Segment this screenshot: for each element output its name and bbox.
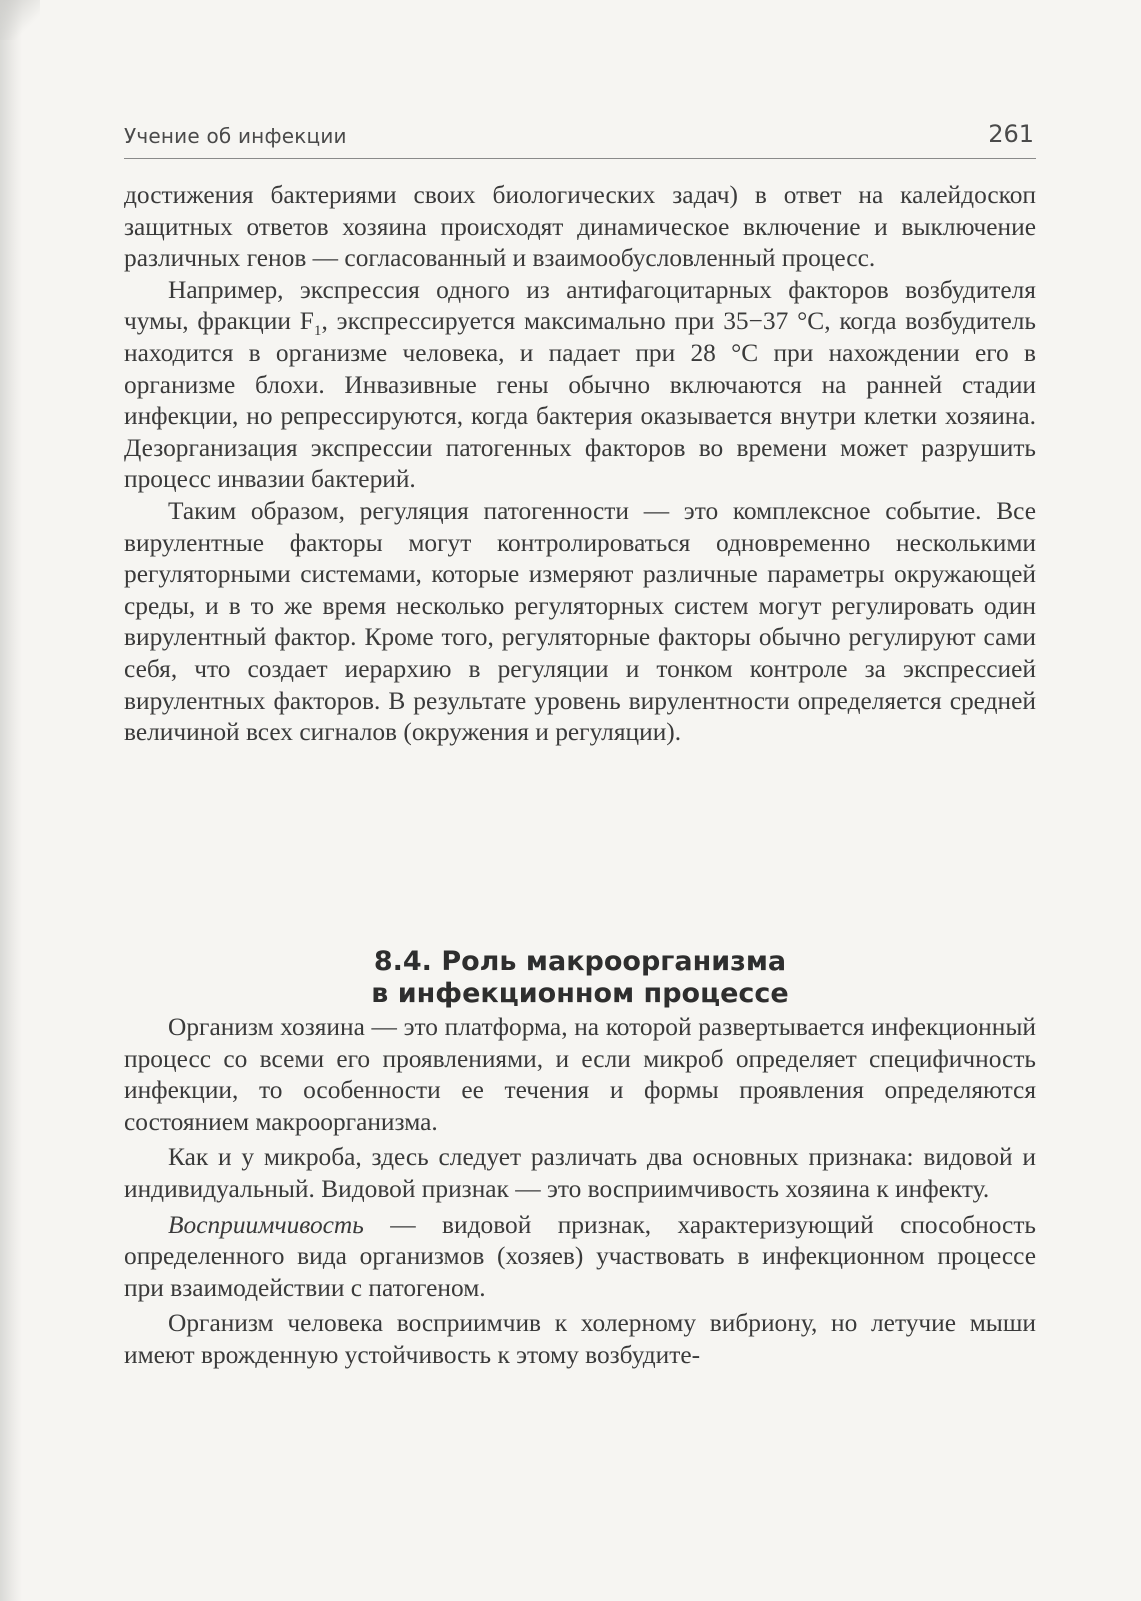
term-italic: Восприимчивость [168,1210,364,1239]
section-heading-line-1: 8.4. Роль макроорганизма [373,946,787,977]
paragraph-host-organism: Организм хозяина — это платформа, на которой развертывается инфекционный процесс со всеми его проявлениями, и если микроб определяет специфичность инфекции, то особенности ее течения и формы проявления определяются состоянием макроорганизма. [124,1013,1036,1136]
paragraph-regulation: Таким образом, регуляция патогенности — это комплексное событие. Все вирулентные факторы могут контролироваться одновременно несколькими регуляторными системами, которые измеряют различные параметры окружающей среды, и в то же время несколько регуляторных систем могут регулировать один вирулентный фактор. Кроме того, регуляторные факторы обычно регулируют сами себя, что создает иерархию в регуляции и тонком контроле за экспрессией вирулентных факторов. В результате уровень вирулентности определяется средней величиной всех сигналов (окружения и регуляции). [124,496,1036,747]
scan-edge-shadow [0,0,22,1601]
paragraph-traits: Как и у микроба, здесь следует различать два основных признака: видовой и индивидуальный. Видовой признак — это восприимчивость хозяина к инфекту. [124,1143,1036,1203]
running-title: Учение об инфекции [124,124,347,148]
section-heading [124,946,1036,1010]
paragraph-continuation: достижения бактериями своих биологических задач) в ответ на калейдоскоп защитных ответов хозяина происходят динамическое включение и выключение различных генов — согласованный и взаимообусловленный процесс. [124,181,1036,273]
paragraph-text: Например, экспрессия одного из антифагоцитарных факторов возбудителя чумы, фракции F [124,275,1036,336]
paragraph-susceptibility [124,1210,1036,1305]
paragraph-text: , экспрессируется максимально при 35−37 °C, когда возбудитель находится в организме человека, и падает при 28 °C при нахождении его в организме блохи. Инвазивные гены обычно включаются на ранней стадии инфекции, но репрессируются, когда бактерия оказывается внутри клетки хозяина. Дезорганизация экспрессии патогенных факторов во времени может разрушить процесс инвазии бактерий. [124,307,1036,494]
subscript: 1 [313,322,322,340]
text-block-lower [124,1012,1036,1372]
paragraph-text: — видовой признак, характеризующий способность определенного вида организмов (хозяев) участвовать в инфекционном процессе при взаимодействии с патогеном. [124,1210,1036,1302]
section-heading-line-2: в инфекционном процессе [371,978,789,1009]
paragraph-cholera: Организм человека восприимчив к холерному вибриону, но летучие мыши имеют врожденную устойчивость к этому возбудите- [124,1309,1036,1369]
page-number: 261 [988,120,1034,148]
text-block-upper [124,180,1036,749]
scan-corner-shadow [0,0,40,40]
paragraph-plague-example [124,275,1036,496]
running-header [124,118,1036,159]
